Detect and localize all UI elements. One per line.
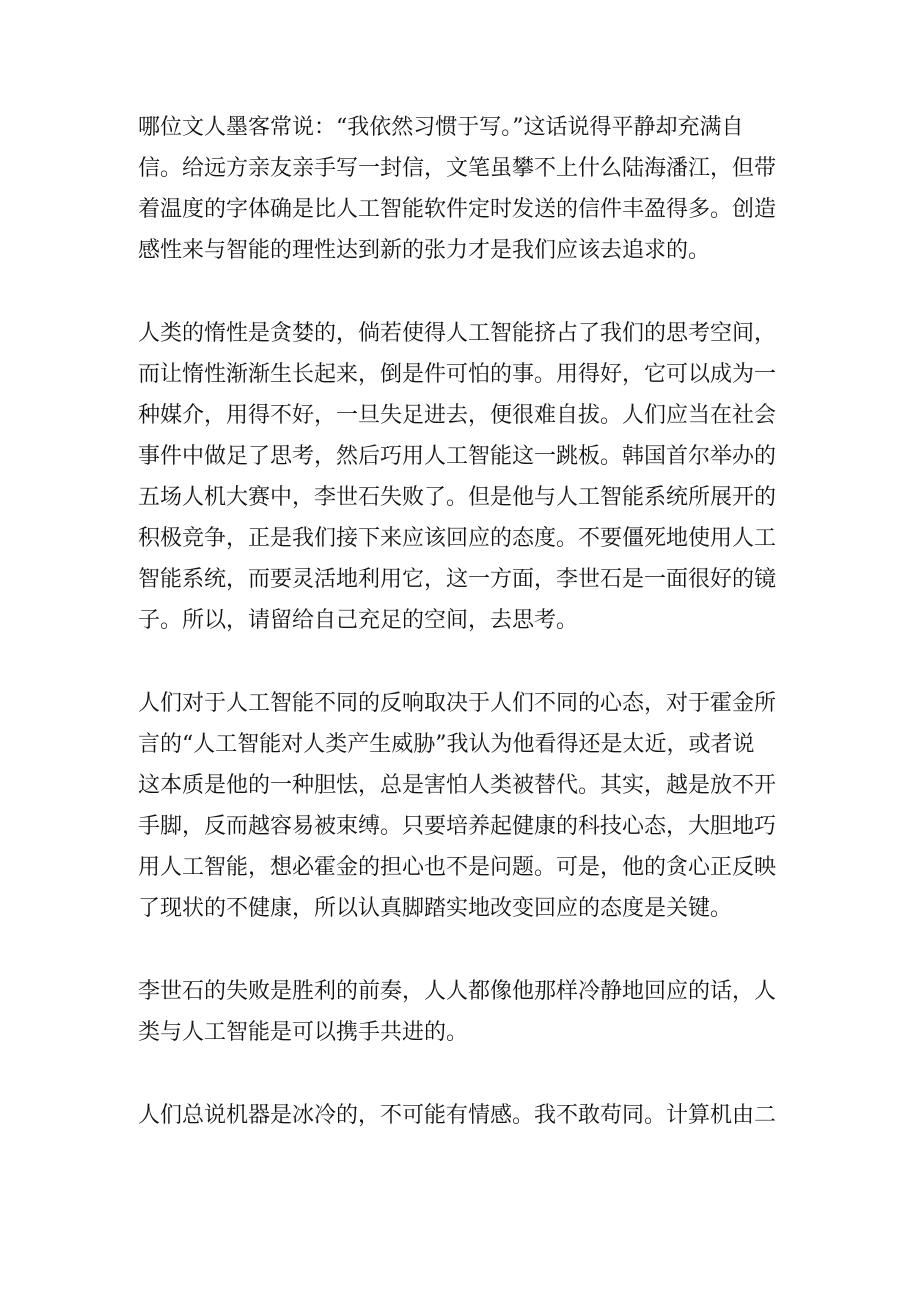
paragraph-3 bbox=[138, 683, 778, 929]
text-line: 智能系统，而要灵活地利用它，这一方面，李世石是一面很好的镜 bbox=[138, 567, 777, 592]
text-line: 而让惰性渐渐生长起来，倒是件可怕的事。用得好，它可以成为一 bbox=[138, 362, 777, 387]
text-line: 手脚，反而越容易被束缚。只要培养起健康的科技心态，大胆地巧 bbox=[138, 814, 777, 839]
text-line: 人们对于人工智能不同的反响取决于人们不同的心态，对于霍金所 bbox=[138, 691, 777, 716]
text-line: 言的“人工智能对人类产生威胁”我认为他看得还是太近，或者说 bbox=[138, 732, 755, 757]
text-line: 感性来与智能的理性达到新的张力才是我们应该去追求的。 bbox=[138, 238, 711, 263]
text-line: 种媒介，用得不好，一旦失足进去，便很难自拔。人们应当在社会 bbox=[138, 403, 777, 428]
text-line: 人类的惰性是贪婪的，倘若使得人工智能挤占了我们的思考空间， bbox=[138, 321, 777, 346]
text-line: 类与人工智能是可以携手共进的。 bbox=[138, 1020, 469, 1045]
text-line: 子。所以，请留给自己充足的空间，去思考。 bbox=[138, 608, 579, 633]
text-line: 着温度的字体确是比人工智能软件定时发送的信件丰盈得多。创造 bbox=[138, 197, 777, 222]
text-line: 了现状的不健康，所以认真脚踏实地改变回应的态度是关键。 bbox=[138, 896, 733, 921]
text-line: 事件中做足了思考，然后巧用人工智能这一跳板。韩国首尔举办的 bbox=[138, 444, 777, 469]
paragraph-5 bbox=[138, 1095, 778, 1136]
document-body bbox=[138, 107, 778, 1178]
text-line: 人们总说机器是冰冷的，不可能有情感。我不敢苟同。计算机由二 bbox=[138, 1103, 777, 1128]
paragraph-4 bbox=[138, 971, 778, 1053]
text-line: 信。给远方亲友亲手写一封信，文笔虽攀不上什么陆海潘江，但带 bbox=[138, 156, 777, 181]
paragraph-1 bbox=[138, 107, 778, 271]
text-line: 五场人机大赛中，李世石失败了。但是他与人工智能系统所展开的 bbox=[138, 485, 777, 510]
text-line: 用人工智能，想必霍金的担心也不是问题。可是，他的贪心正反映 bbox=[138, 855, 777, 880]
text-line: 这本质是他的一种胆怯，总是害怕人类被替代。其实，越是放不开 bbox=[138, 773, 777, 798]
text-line: 哪位文人墨客常说：“我依然习惯于写。”这话说得平静却充满自 bbox=[138, 115, 744, 140]
text-line: 积极竞争，正是我们接下来应该回应的态度。不要僵死地使用人工 bbox=[138, 526, 777, 551]
paragraph-2 bbox=[138, 313, 778, 641]
text-line: 李世石的失败是胜利的前奏，人人都像他那样冷静地回应的话，人 bbox=[138, 979, 777, 1004]
